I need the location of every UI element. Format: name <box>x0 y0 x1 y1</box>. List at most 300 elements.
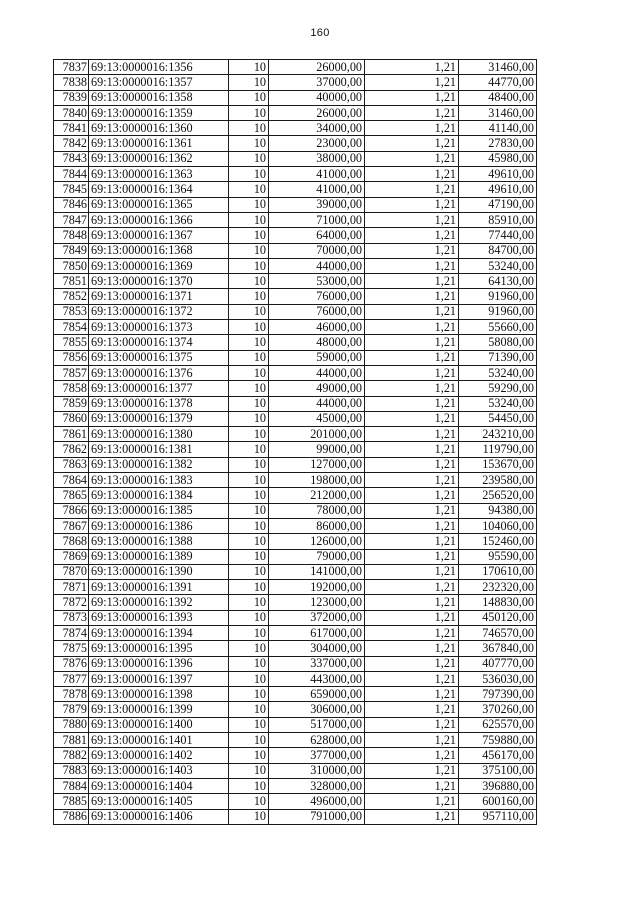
total-value-cell: 456170,00 <box>459 748 537 763</box>
count-cell: 10 <box>229 90 269 105</box>
coefficient-cell: 1,21 <box>365 381 459 396</box>
row-number-cell: 7847 <box>54 212 89 227</box>
coefficient-cell: 1,21 <box>365 610 459 625</box>
total-value-cell: 396880,00 <box>459 778 537 793</box>
table-row <box>54 75 537 90</box>
table-row <box>54 197 537 212</box>
base-value-cell: 41000,00 <box>269 167 365 182</box>
table-row <box>54 671 537 686</box>
cadastral-number-cell: 69:13:0000016:1404 <box>89 778 229 793</box>
base-value-cell: 443000,00 <box>269 671 365 686</box>
base-value-cell: 23000,00 <box>269 136 365 151</box>
table-row <box>54 564 537 579</box>
cadastral-number-cell: 69:13:0000016:1374 <box>89 335 229 350</box>
base-value-cell: 86000,00 <box>269 518 365 533</box>
table-row <box>54 212 537 227</box>
base-value-cell: 304000,00 <box>269 641 365 656</box>
coefficient-cell: 1,21 <box>365 488 459 503</box>
row-number-cell: 7866 <box>54 503 89 518</box>
total-value-cell: 58080,00 <box>459 335 537 350</box>
row-number-cell: 7863 <box>54 457 89 472</box>
table-row <box>54 289 537 304</box>
count-cell: 10 <box>229 442 269 457</box>
row-number-cell: 7875 <box>54 641 89 656</box>
count-cell: 10 <box>229 411 269 426</box>
base-value-cell: 337000,00 <box>269 656 365 671</box>
cadastral-number-cell: 69:13:0000016:1405 <box>89 794 229 809</box>
cadastral-number-cell: 69:13:0000016:1397 <box>89 671 229 686</box>
cadastral-number-cell: 69:13:0000016:1359 <box>89 105 229 120</box>
coefficient-cell: 1,21 <box>365 182 459 197</box>
row-number-cell: 7882 <box>54 748 89 763</box>
row-number-cell: 7864 <box>54 473 89 488</box>
base-value-cell: 377000,00 <box>269 748 365 763</box>
table-row <box>54 151 537 166</box>
table-row <box>54 595 537 610</box>
row-number-cell: 7850 <box>54 258 89 273</box>
count-cell: 10 <box>229 610 269 625</box>
table-row <box>54 60 537 75</box>
count-cell: 10 <box>229 136 269 151</box>
base-value-cell: 127000,00 <box>269 457 365 472</box>
row-number-cell: 7857 <box>54 365 89 380</box>
total-value-cell: 85910,00 <box>459 212 537 227</box>
coefficient-cell: 1,21 <box>365 534 459 549</box>
table-row <box>54 274 537 289</box>
coefficient-cell: 1,21 <box>365 289 459 304</box>
count-cell: 10 <box>229 503 269 518</box>
cadastral-number-cell: 69:13:0000016:1380 <box>89 427 229 442</box>
table-row <box>54 396 537 411</box>
total-value-cell: 53240,00 <box>459 396 537 411</box>
total-value-cell: 957110,00 <box>459 809 537 824</box>
table-row <box>54 687 537 702</box>
count-cell: 10 <box>229 457 269 472</box>
table-row <box>54 411 537 426</box>
row-number-cell: 7846 <box>54 197 89 212</box>
cadastral-number-cell: 69:13:0000016:1361 <box>89 136 229 151</box>
row-number-cell: 7886 <box>54 809 89 824</box>
table-row <box>54 182 537 197</box>
total-value-cell: 375100,00 <box>459 763 537 778</box>
table-row <box>54 258 537 273</box>
base-value-cell: 123000,00 <box>269 595 365 610</box>
table-row <box>54 656 537 671</box>
base-value-cell: 46000,00 <box>269 320 365 335</box>
cadastral-number-cell: 69:13:0000016:1395 <box>89 641 229 656</box>
row-number-cell: 7871 <box>54 580 89 595</box>
cadastral-number-cell: 69:13:0000016:1382 <box>89 457 229 472</box>
coefficient-cell: 1,21 <box>365 518 459 533</box>
total-value-cell: 153670,00 <box>459 457 537 472</box>
row-number-cell: 7862 <box>54 442 89 457</box>
base-value-cell: 45000,00 <box>269 411 365 426</box>
base-value-cell: 26000,00 <box>269 105 365 120</box>
coefficient-cell: 1,21 <box>365 442 459 457</box>
total-value-cell: 41140,00 <box>459 121 537 136</box>
base-value-cell: 44000,00 <box>269 396 365 411</box>
row-number-cell: 7849 <box>54 243 89 258</box>
cadastral-number-cell: 69:13:0000016:1372 <box>89 304 229 319</box>
count-cell: 10 <box>229 121 269 136</box>
cadastral-number-cell: 69:13:0000016:1400 <box>89 717 229 732</box>
total-value-cell: 64130,00 <box>459 274 537 289</box>
coefficient-cell: 1,21 <box>365 212 459 227</box>
table-body <box>54 60 537 825</box>
cadastral-number-cell: 69:13:0000016:1406 <box>89 809 229 824</box>
table-row <box>54 457 537 472</box>
table-row <box>54 473 537 488</box>
table-row <box>54 320 537 335</box>
table-row <box>54 733 537 748</box>
row-number-cell: 7879 <box>54 702 89 717</box>
row-number-cell: 7856 <box>54 350 89 365</box>
table-row <box>54 365 537 380</box>
base-value-cell: 53000,00 <box>269 274 365 289</box>
total-value-cell: 31460,00 <box>459 105 537 120</box>
coefficient-cell: 1,21 <box>365 274 459 289</box>
table-row <box>54 518 537 533</box>
count-cell: 10 <box>229 365 269 380</box>
total-value-cell: 746570,00 <box>459 625 537 640</box>
coefficient-cell: 1,21 <box>365 396 459 411</box>
row-number-cell: 7855 <box>54 335 89 350</box>
count-cell: 10 <box>229 641 269 656</box>
coefficient-cell: 1,21 <box>365 151 459 166</box>
cadastral-number-cell: 69:13:0000016:1399 <box>89 702 229 717</box>
cadastral-value-table <box>53 59 537 825</box>
cadastral-number-cell: 69:13:0000016:1364 <box>89 182 229 197</box>
coefficient-cell: 1,21 <box>365 350 459 365</box>
coefficient-cell: 1,21 <box>365 335 459 350</box>
cadastral-number-cell: 69:13:0000016:1384 <box>89 488 229 503</box>
base-value-cell: 39000,00 <box>269 197 365 212</box>
count-cell: 10 <box>229 778 269 793</box>
count-cell: 10 <box>229 625 269 640</box>
count-cell: 10 <box>229 748 269 763</box>
total-value-cell: 91960,00 <box>459 304 537 319</box>
coefficient-cell: 1,21 <box>365 90 459 105</box>
count-cell: 10 <box>229 335 269 350</box>
base-value-cell: 70000,00 <box>269 243 365 258</box>
base-value-cell: 40000,00 <box>269 90 365 105</box>
table-row <box>54 641 537 656</box>
base-value-cell: 41000,00 <box>269 182 365 197</box>
row-number-cell: 7860 <box>54 411 89 426</box>
cadastral-number-cell: 69:13:0000016:1360 <box>89 121 229 136</box>
coefficient-cell: 1,21 <box>365 121 459 136</box>
base-value-cell: 617000,00 <box>269 625 365 640</box>
total-value-cell: 55660,00 <box>459 320 537 335</box>
base-value-cell: 71000,00 <box>269 212 365 227</box>
table-row <box>54 503 537 518</box>
count-cell: 10 <box>229 656 269 671</box>
table-row <box>54 794 537 809</box>
coefficient-cell: 1,21 <box>365 75 459 90</box>
cadastral-number-cell: 69:13:0000016:1385 <box>89 503 229 518</box>
total-value-cell: 232320,00 <box>459 580 537 595</box>
count-cell: 10 <box>229 518 269 533</box>
total-value-cell: 536030,00 <box>459 671 537 686</box>
base-value-cell: 59000,00 <box>269 350 365 365</box>
row-number-cell: 7851 <box>54 274 89 289</box>
total-value-cell: 84700,00 <box>459 243 537 258</box>
row-number-cell: 7876 <box>54 656 89 671</box>
total-value-cell: 407770,00 <box>459 656 537 671</box>
table-row <box>54 809 537 824</box>
count-cell: 10 <box>229 289 269 304</box>
base-value-cell: 628000,00 <box>269 733 365 748</box>
cadastral-number-cell: 69:13:0000016:1391 <box>89 580 229 595</box>
coefficient-cell: 1,21 <box>365 304 459 319</box>
base-value-cell: 517000,00 <box>269 717 365 732</box>
base-value-cell: 306000,00 <box>269 702 365 717</box>
count-cell: 10 <box>229 595 269 610</box>
table-row <box>54 121 537 136</box>
row-number-cell: 7854 <box>54 320 89 335</box>
table-row <box>54 625 537 640</box>
count-cell: 10 <box>229 763 269 778</box>
base-value-cell: 78000,00 <box>269 503 365 518</box>
base-value-cell: 99000,00 <box>269 442 365 457</box>
cadastral-number-cell: 69:13:0000016:1375 <box>89 350 229 365</box>
coefficient-cell: 1,21 <box>365 748 459 763</box>
cadastral-number-cell: 69:13:0000016:1393 <box>89 610 229 625</box>
coefficient-cell: 1,21 <box>365 595 459 610</box>
table-row <box>54 488 537 503</box>
cadastral-number-cell: 69:13:0000016:1358 <box>89 90 229 105</box>
total-value-cell: 367840,00 <box>459 641 537 656</box>
total-value-cell: 797390,00 <box>459 687 537 702</box>
count-cell: 10 <box>229 304 269 319</box>
total-value-cell: 625570,00 <box>459 717 537 732</box>
row-number-cell: 7870 <box>54 564 89 579</box>
cadastral-number-cell: 69:13:0000016:1362 <box>89 151 229 166</box>
count-cell: 10 <box>229 243 269 258</box>
row-number-cell: 7883 <box>54 763 89 778</box>
base-value-cell: 44000,00 <box>269 365 365 380</box>
coefficient-cell: 1,21 <box>365 763 459 778</box>
table-row <box>54 90 537 105</box>
cadastral-number-cell: 69:13:0000016:1357 <box>89 75 229 90</box>
total-value-cell: 450120,00 <box>459 610 537 625</box>
row-number-cell: 7872 <box>54 595 89 610</box>
count-cell: 10 <box>229 182 269 197</box>
base-value-cell: 141000,00 <box>269 564 365 579</box>
count-cell: 10 <box>229 717 269 732</box>
coefficient-cell: 1,21 <box>365 580 459 595</box>
row-number-cell: 7853 <box>54 304 89 319</box>
coefficient-cell: 1,21 <box>365 625 459 640</box>
table-row <box>54 534 537 549</box>
base-value-cell: 198000,00 <box>269 473 365 488</box>
table-row <box>54 136 537 151</box>
count-cell: 10 <box>229 320 269 335</box>
coefficient-cell: 1,21 <box>365 503 459 518</box>
table-row <box>54 243 537 258</box>
count-cell: 10 <box>229 473 269 488</box>
cadastral-number-cell: 69:13:0000016:1367 <box>89 228 229 243</box>
coefficient-cell: 1,21 <box>365 411 459 426</box>
table-row <box>54 105 537 120</box>
row-number-cell: 7843 <box>54 151 89 166</box>
coefficient-cell: 1,21 <box>365 656 459 671</box>
count-cell: 10 <box>229 197 269 212</box>
total-value-cell: 77440,00 <box>459 228 537 243</box>
total-value-cell: 54450,00 <box>459 411 537 426</box>
row-number-cell: 7852 <box>54 289 89 304</box>
row-number-cell: 7848 <box>54 228 89 243</box>
cadastral-number-cell: 69:13:0000016:1403 <box>89 763 229 778</box>
coefficient-cell: 1,21 <box>365 778 459 793</box>
count-cell: 10 <box>229 687 269 702</box>
cadastral-number-cell: 69:13:0000016:1378 <box>89 396 229 411</box>
table-row <box>54 442 537 457</box>
page-number: 160 <box>310 27 330 39</box>
cadastral-number-cell: 69:13:0000016:1390 <box>89 564 229 579</box>
count-cell: 10 <box>229 350 269 365</box>
base-value-cell: 496000,00 <box>269 794 365 809</box>
row-number-cell: 7869 <box>54 549 89 564</box>
row-number-cell: 7841 <box>54 121 89 136</box>
total-value-cell: 152460,00 <box>459 534 537 549</box>
count-cell: 10 <box>229 274 269 289</box>
count-cell: 10 <box>229 258 269 273</box>
coefficient-cell: 1,21 <box>365 427 459 442</box>
cadastral-number-cell: 69:13:0000016:1398 <box>89 687 229 702</box>
total-value-cell: 759880,00 <box>459 733 537 748</box>
base-value-cell: 76000,00 <box>269 304 365 319</box>
cadastral-number-cell: 69:13:0000016:1381 <box>89 442 229 457</box>
cadastral-number-cell: 69:13:0000016:1373 <box>89 320 229 335</box>
base-value-cell: 126000,00 <box>269 534 365 549</box>
total-value-cell: 370260,00 <box>459 702 537 717</box>
base-value-cell: 38000,00 <box>269 151 365 166</box>
base-value-cell: 26000,00 <box>269 60 365 75</box>
count-cell: 10 <box>229 534 269 549</box>
row-number-cell: 7845 <box>54 182 89 197</box>
cadastral-number-cell: 69:13:0000016:1371 <box>89 289 229 304</box>
table-row <box>54 228 537 243</box>
base-value-cell: 49000,00 <box>269 381 365 396</box>
total-value-cell: 243210,00 <box>459 427 537 442</box>
cadastral-number-cell: 69:13:0000016:1356 <box>89 60 229 75</box>
count-cell: 10 <box>229 396 269 411</box>
cadastral-number-cell: 69:13:0000016:1394 <box>89 625 229 640</box>
row-number-cell: 7881 <box>54 733 89 748</box>
coefficient-cell: 1,21 <box>365 105 459 120</box>
cadastral-number-cell: 69:13:0000016:1368 <box>89 243 229 258</box>
total-value-cell: 44770,00 <box>459 75 537 90</box>
base-value-cell: 79000,00 <box>269 549 365 564</box>
total-value-cell: 94380,00 <box>459 503 537 518</box>
total-value-cell: 104060,00 <box>459 518 537 533</box>
coefficient-cell: 1,21 <box>365 733 459 748</box>
count-cell: 10 <box>229 702 269 717</box>
row-number-cell: 7865 <box>54 488 89 503</box>
base-value-cell: 48000,00 <box>269 335 365 350</box>
count-cell: 10 <box>229 228 269 243</box>
cadastral-number-cell: 69:13:0000016:1386 <box>89 518 229 533</box>
total-value-cell: 95590,00 <box>459 549 537 564</box>
base-value-cell: 328000,00 <box>269 778 365 793</box>
coefficient-cell: 1,21 <box>365 136 459 151</box>
cadastral-number-cell: 69:13:0000016:1392 <box>89 595 229 610</box>
table-row <box>54 702 537 717</box>
count-cell: 10 <box>229 794 269 809</box>
table-row <box>54 778 537 793</box>
count-cell: 10 <box>229 60 269 75</box>
base-value-cell: 212000,00 <box>269 488 365 503</box>
table-row <box>54 763 537 778</box>
coefficient-cell: 1,21 <box>365 671 459 686</box>
coefficient-cell: 1,21 <box>365 243 459 258</box>
cadastral-number-cell: 69:13:0000016:1383 <box>89 473 229 488</box>
table-row <box>54 304 537 319</box>
cadastral-number-cell: 69:13:0000016:1376 <box>89 365 229 380</box>
total-value-cell: 256520,00 <box>459 488 537 503</box>
table-row <box>54 717 537 732</box>
total-value-cell: 91960,00 <box>459 289 537 304</box>
cadastral-number-cell: 69:13:0000016:1369 <box>89 258 229 273</box>
count-cell: 10 <box>229 75 269 90</box>
coefficient-cell: 1,21 <box>365 258 459 273</box>
base-value-cell: 201000,00 <box>269 427 365 442</box>
coefficient-cell: 1,21 <box>365 457 459 472</box>
cadastral-number-cell: 69:13:0000016:1379 <box>89 411 229 426</box>
coefficient-cell: 1,21 <box>365 809 459 824</box>
coefficient-cell: 1,21 <box>365 687 459 702</box>
total-value-cell: 48400,00 <box>459 90 537 105</box>
table-row <box>54 427 537 442</box>
coefficient-cell: 1,21 <box>365 197 459 212</box>
base-value-cell: 76000,00 <box>269 289 365 304</box>
coefficient-cell: 1,21 <box>365 702 459 717</box>
count-cell: 10 <box>229 427 269 442</box>
row-number-cell: 7840 <box>54 105 89 120</box>
coefficient-cell: 1,21 <box>365 228 459 243</box>
row-number-cell: 7877 <box>54 671 89 686</box>
base-value-cell: 310000,00 <box>269 763 365 778</box>
coefficient-cell: 1,21 <box>365 473 459 488</box>
base-value-cell: 34000,00 <box>269 121 365 136</box>
base-value-cell: 44000,00 <box>269 258 365 273</box>
total-value-cell: 49610,00 <box>459 182 537 197</box>
coefficient-cell: 1,21 <box>365 60 459 75</box>
table-row <box>54 381 537 396</box>
row-number-cell: 7885 <box>54 794 89 809</box>
count-cell: 10 <box>229 733 269 748</box>
count-cell: 10 <box>229 564 269 579</box>
coefficient-cell: 1,21 <box>365 717 459 732</box>
row-number-cell: 7839 <box>54 90 89 105</box>
count-cell: 10 <box>229 809 269 824</box>
row-number-cell: 7873 <box>54 610 89 625</box>
row-number-cell: 7837 <box>54 60 89 75</box>
row-number-cell: 7859 <box>54 396 89 411</box>
total-value-cell: 600160,00 <box>459 794 537 809</box>
table-row <box>54 580 537 595</box>
row-number-cell: 7867 <box>54 518 89 533</box>
coefficient-cell: 1,21 <box>365 167 459 182</box>
count-cell: 10 <box>229 151 269 166</box>
base-value-cell: 192000,00 <box>269 580 365 595</box>
count-cell: 10 <box>229 580 269 595</box>
count-cell: 10 <box>229 488 269 503</box>
total-value-cell: 239580,00 <box>459 473 537 488</box>
base-value-cell: 659000,00 <box>269 687 365 702</box>
total-value-cell: 31460,00 <box>459 60 537 75</box>
